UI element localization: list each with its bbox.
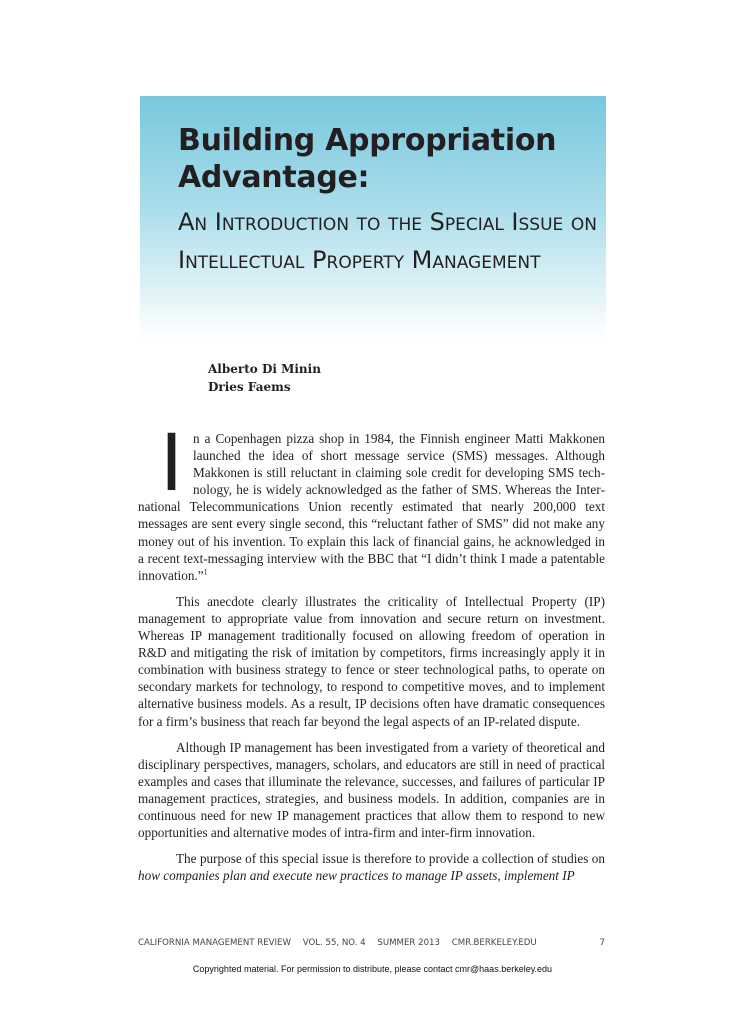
author-list	[208, 360, 321, 396]
journal-volume: VOL. 55, NO. 4	[302, 938, 366, 948]
author-name: Alberto Di Minin	[208, 362, 321, 376]
paragraph	[138, 850, 605, 884]
paragraph: This anecdote clearly illustrates the criticality of Intellectual Property (IP) management to appropriate value from innovation and secure return on investment. Whereas IP management traditionally focused on allowing freedom of operation in R&D and mitigating the risk of imitation by competitors, firms increasingly apply it in combination with business strategy to fence or steer technological paths, to operate on secondary markets for technology, to respond to competitive moves, and to implement alternative business models. As a result, IP decisions often have dramatic consequences for a firm’s business that reach far beyond the legal aspects of an IP-related dispute.	[138, 593, 605, 729]
journal-issue: SUMMER 2013	[377, 938, 440, 948]
article-subtitle: An Introduction to the Special Issue on Intellectual Property Management	[178, 208, 598, 274]
journal-name: CALIFORNIA MANAGEMENT REVIEW	[138, 938, 291, 948]
paragraph-text: n a Copenhagen pizza shop in 1984, the Finnish engineer Matti Makkonen launched the idea of short message service (SMS) messages. Although Makkonen is still reluctant in claiming sole credit for developing SMS technology, he is widely acknowledged as the father of SMS. Whereas the International Telecommunications Union recently estimated that nearly 200,000 text messages are sent every single second, this “reluctant father of SMS” did not make any money out of his invention. To explain this lack of financial gains, he acknowledged in a recent text-messaging interview with the BBC that “I didn’t think I made a patentable innovation.”	[138, 431, 605, 583]
paragraph: Although IP management has been investigated from a variety of theoretical and disciplinary perspectives, managers, scholars, and educators are still in need of practical examples and cases that illuminate the relevance, successes, and failures of particular IP management practices, strategies, and business models. In addition, companies are in continuous need for new IP management practices that allow them to respond to new opportunities and alternative modes of intra-firm and inter-firm innovation.	[138, 739, 605, 841]
journal-site: CMR.BERKELEY.EDU	[451, 938, 537, 948]
article-body	[138, 419, 605, 893]
article-title: Building Appropriation Advantage:	[178, 123, 557, 195]
footer-citation	[138, 938, 546, 948]
italic-text: how companies plan and execute new practices to manage IP assets, implement IP	[138, 868, 575, 884]
drop-cap: I	[160, 419, 184, 509]
paragraph-text: The purpose of this special issue is therefore to provide a collection of studies on	[176, 851, 605, 867]
page-footer	[138, 938, 605, 948]
paragraph	[138, 419, 605, 584]
author-name: Dries Faems	[208, 380, 291, 394]
footnote-marker[interactable]: 1	[203, 567, 208, 577]
copyright-notice: Copyrighted material. For permission to distribute, please contact cmr@haas.berkeley.edu	[192, 964, 553, 974]
page-number: 7	[599, 938, 605, 948]
